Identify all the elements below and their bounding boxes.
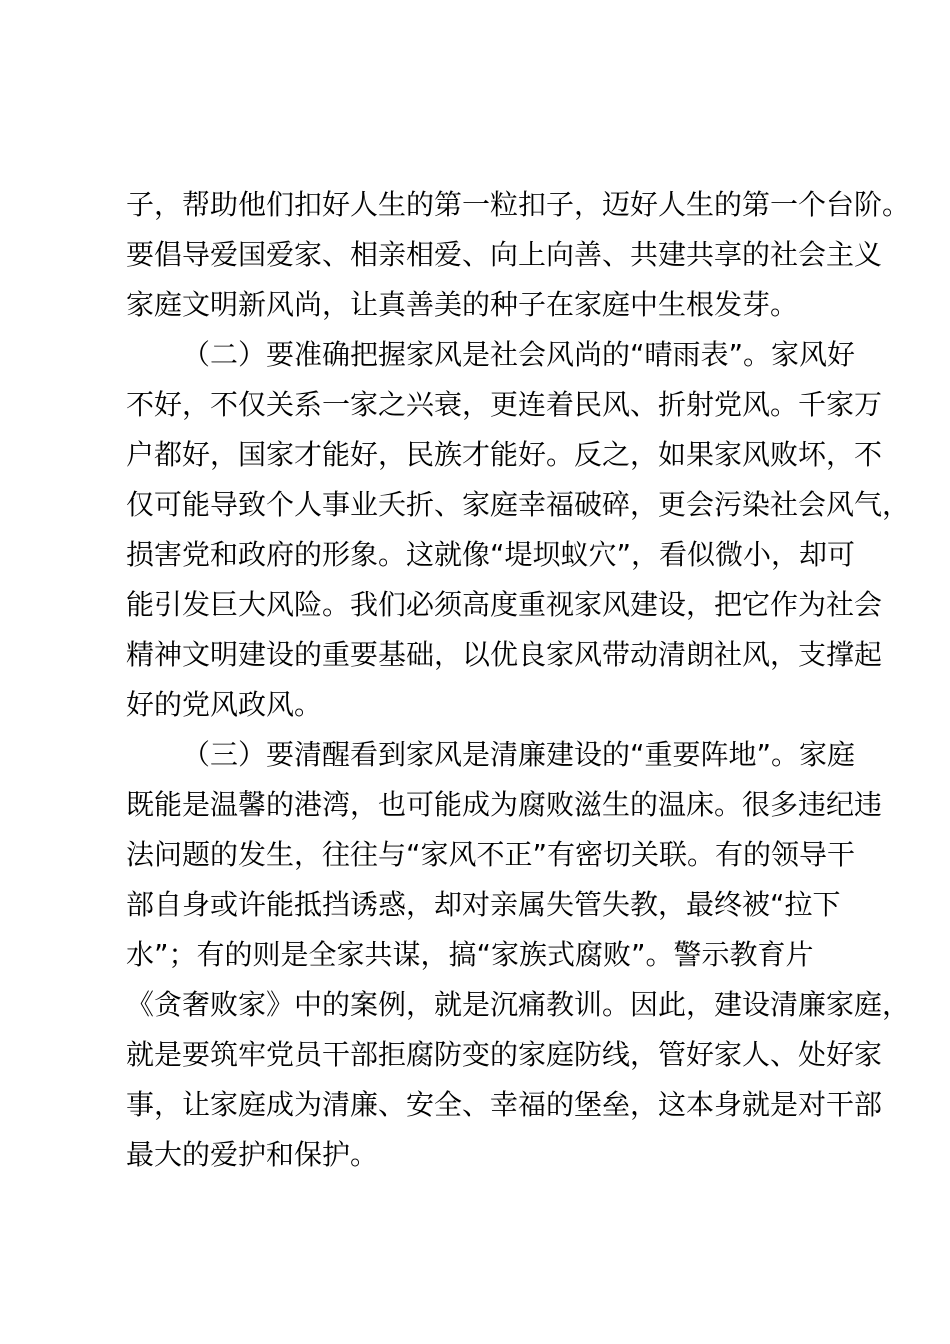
paragraph-line: （二）要准确把握家风是社会风尚的“晴雨表”。家风好 xyxy=(182,338,856,371)
paragraph-line: 不好，不仅关系一家之兴衰，更连着民风、折射党风。千家万 xyxy=(126,388,883,421)
paragraph-line: 《贪奢败家》中的案例，就是沉痛教训。因此，建设清廉家庭， xyxy=(126,988,911,1021)
paragraph-line: 法问题的发生，往往与“家风不正”有密切关联。有的领导干 xyxy=(126,838,856,871)
paragraph-line: 家庭文明新风尚，让真善美的种子在家庭中生根发芽。 xyxy=(126,288,799,321)
paragraph-line: 损害党和政府的形象。这就像“堤坝蚁穴”，看似微小，却可 xyxy=(126,538,856,571)
paragraph-line: 部自身或许能抵挡诱惑，却对亲属失管失教，最终被“拉下 xyxy=(126,888,841,921)
paragraph-line: 好的党风政风。 xyxy=(126,688,323,721)
paragraph-line: 精神文明建设的重要基础，以优良家风带动清朗社风，支撑起 xyxy=(126,638,883,671)
paragraph-line: （三）要清醒看到家风是清廉建设的“重要阵地”。家庭 xyxy=(182,738,856,771)
paragraph-line: 仅可能导致个人事业夭折、家庭幸福破碎，更会污染社会风气， xyxy=(126,488,911,521)
paragraph-line: 能引发巨大风险。我们必须高度重视家风建设，把它作为社会 xyxy=(126,588,883,621)
paragraph-line: 要倡导爱国爱家、相亲相爱、向上向善、共建共享的社会主义 xyxy=(126,238,883,271)
paragraph-line: 户都好，国家才能好，民族才能好。反之，如果家风败坏，不 xyxy=(126,438,883,471)
paragraph-line: 事，让家庭成为清廉、安全、幸福的堡垒，这本身就是对干部 xyxy=(126,1088,883,1121)
paragraph-line: 最大的爱护和保护。 xyxy=(126,1138,379,1171)
paragraph-line: 子，帮助他们扣好人生的第一粒扣子，迈好人生的第一个台阶。 xyxy=(126,188,911,221)
paragraph-line: 既能是温馨的港湾，也可能成为腐败滋生的温床。很多违纪违 xyxy=(126,788,883,821)
paragraph-line: 水”；有的则是全家共谋，搞“家族式腐败”。警示教育片 xyxy=(126,938,814,971)
paragraph-line: 就是要筑牢党员干部拒腐防变的家庭防线，管好家人、处好家 xyxy=(126,1038,883,1071)
